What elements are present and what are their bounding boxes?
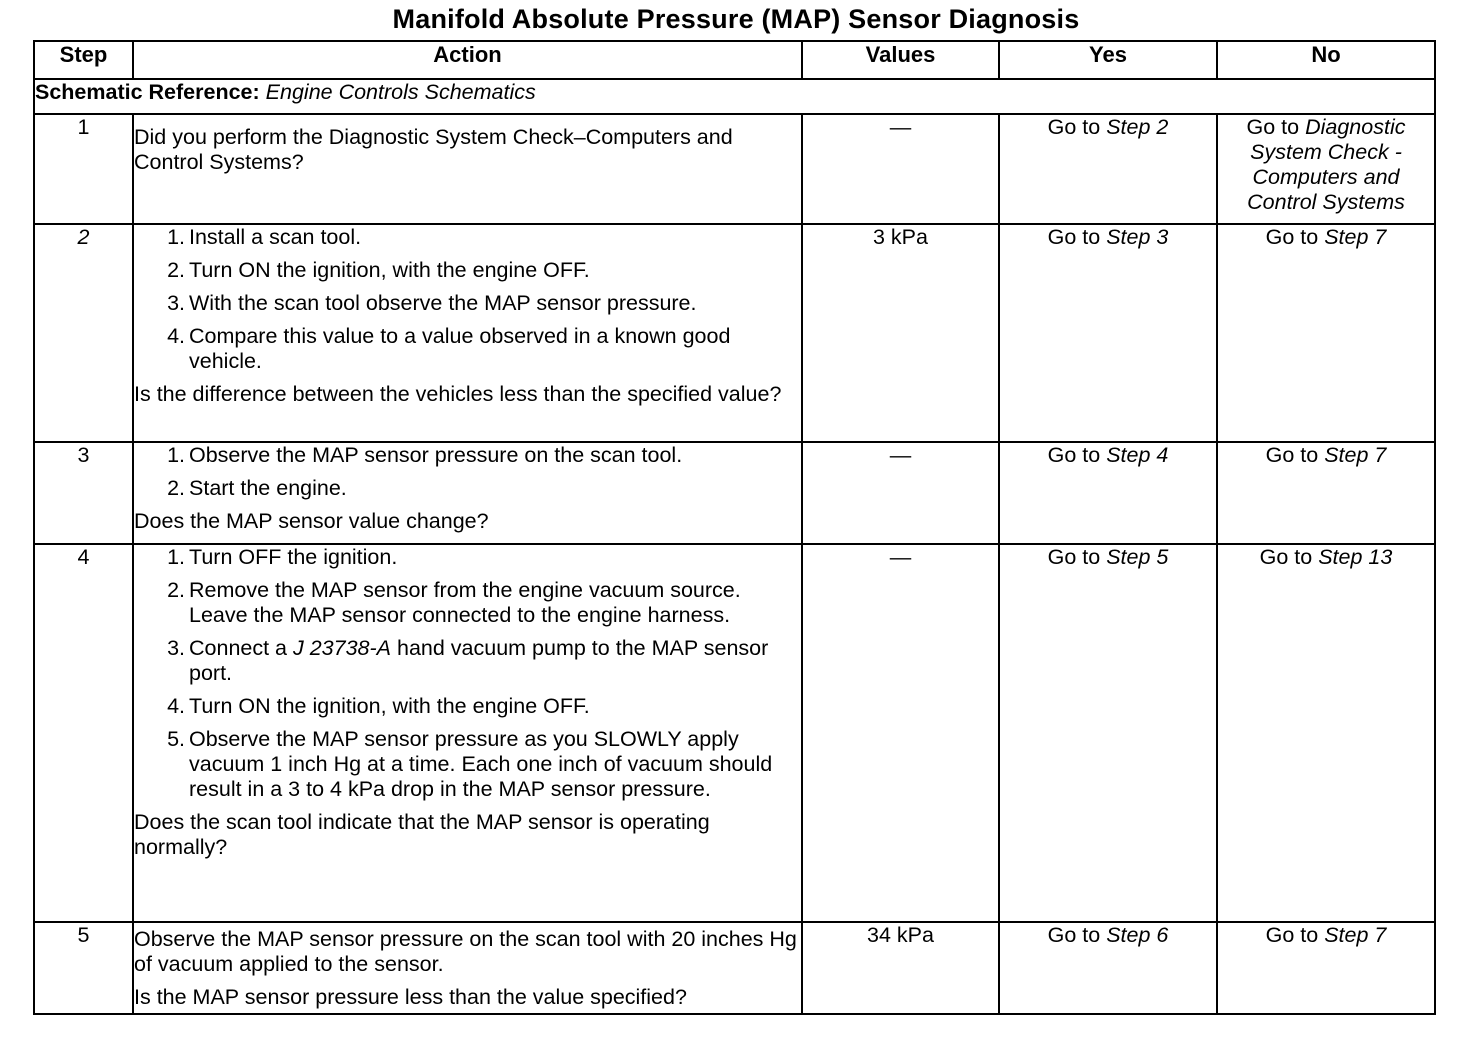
item-text: Turn ON the ignition, with the engine OFF. — [189, 258, 590, 282]
item-text-post: hand vacuum pump to the MAP sensor port. — [189, 636, 769, 685]
no-target: Step 13 — [1318, 545, 1393, 569]
goto-text: Go to — [1047, 923, 1101, 947]
goto-text: Go to — [1265, 225, 1319, 249]
value-cell: — — [802, 114, 999, 224]
value-cell: 34 kPa — [802, 922, 999, 1014]
item-text: Install a scan tool. — [189, 225, 362, 249]
list-item — [134, 578, 801, 628]
no-target-line3: Computers and — [1252, 165, 1400, 189]
yes-cell — [999, 224, 1217, 442]
item-text: Observe the MAP sensor pressure on the scan tool. — [189, 443, 683, 467]
no-cell — [1217, 224, 1435, 442]
action-cell — [133, 922, 802, 1014]
item-number: 5. — [167, 727, 185, 751]
action-question: Is the MAP sensor pressure less than the value specified? — [134, 985, 687, 1009]
item-text: Turn ON the ignition, with the engine OFF. — [189, 694, 590, 718]
yes-cell — [999, 544, 1217, 922]
item-text: Compare this value to a value observed in a known good vehicle. — [189, 324, 731, 373]
goto-text: Go to — [1047, 545, 1101, 569]
table-row — [34, 544, 1435, 922]
goto-text: Go to — [1265, 443, 1319, 467]
yes-cell — [999, 442, 1217, 544]
item-number: 2. — [167, 578, 185, 602]
value-cell: — — [802, 544, 999, 922]
list-item — [134, 727, 801, 802]
goto-text: Go to — [1047, 443, 1101, 467]
action-list — [134, 225, 801, 374]
table-header-row — [34, 41, 1435, 79]
item-text: With the scan tool observe the MAP sensor pressure. — [189, 291, 697, 315]
item-text: Remove the MAP sensor from the engine vacuum source. Leave the MAP sensor connected to the engine harness. — [189, 578, 741, 627]
header-values: Values — [802, 41, 999, 79]
header-yes: Yes — [999, 41, 1217, 79]
schematic-value: Engine Controls Schematics — [265, 80, 536, 104]
action-list — [134, 443, 801, 501]
goto-text: Go to — [1265, 923, 1319, 947]
list-item — [134, 694, 801, 719]
yes-target: Step 2 — [1106, 115, 1169, 139]
list-item — [134, 324, 801, 374]
list-item — [134, 225, 801, 250]
action-cell — [133, 544, 802, 922]
action-question: Is the difference between the vehicles less than the specified value? — [134, 382, 782, 406]
item-number: 4. — [167, 694, 185, 718]
no-target-line1: Diagnostic — [1305, 115, 1406, 139]
item-text: Start the engine. — [189, 476, 347, 500]
yes-cell — [999, 922, 1217, 1014]
header-no: No — [1217, 41, 1435, 79]
item-text — [189, 636, 801, 686]
goto-text: Go to — [1259, 545, 1313, 569]
step-number: 3 — [34, 442, 133, 544]
no-cell — [1217, 114, 1435, 224]
list-item — [134, 636, 801, 686]
item-text-pre: Connect a — [189, 636, 288, 660]
action-cell — [133, 224, 802, 442]
yes-target: Step 6 — [1106, 923, 1169, 947]
action-question: Does the MAP sensor value change? — [134, 509, 489, 533]
item-text: Turn OFF the ignition. — [189, 545, 398, 569]
table-row — [34, 922, 1435, 1014]
table-row — [34, 114, 1435, 224]
schematic-label: Schematic Reference: — [35, 80, 260, 104]
no-target-line2: System Check - — [1250, 140, 1402, 164]
header-step: Step — [34, 41, 133, 79]
page-title: Manifold Absolute Pressure (MAP) Sensor Diagnosis — [392, 4, 1080, 34]
yes-target: Step 5 — [1106, 545, 1169, 569]
item-number: 1. — [167, 225, 185, 249]
goto-text: Go to — [1047, 115, 1101, 139]
item-number: 1. — [167, 443, 185, 467]
item-number: 3. — [167, 291, 185, 315]
yes-cell — [999, 114, 1217, 224]
table-row — [34, 224, 1435, 442]
action-intro: Observe the MAP sensor pressure on the scan tool with 20 inches Hg of vacuum applied to the sensor. — [134, 927, 797, 976]
item-number: 2. — [167, 476, 185, 500]
no-target: Step 7 — [1324, 225, 1387, 249]
no-target: Step 7 — [1324, 923, 1387, 947]
action-question: Did you perform the Diagnostic System Check–Computers and Control Systems? — [134, 125, 733, 174]
no-cell — [1217, 442, 1435, 544]
value-cell: — — [802, 442, 999, 544]
no-target: Step 7 — [1324, 443, 1387, 467]
action-question: Does the scan tool indicate that the MAP sensor is operating normally? — [134, 810, 710, 859]
step-number: 5 — [34, 922, 133, 1014]
item-number: 3. — [167, 636, 185, 660]
action-cell — [133, 114, 802, 224]
diagnosis-table — [33, 40, 1436, 1015]
step-number: 4 — [34, 544, 133, 922]
schematic-reference-row — [34, 79, 1435, 114]
list-item — [134, 258, 801, 283]
value-cell: 3 kPa — [802, 224, 999, 442]
goto-text: Go to — [1246, 115, 1300, 139]
step-number: 1 — [34, 114, 133, 224]
list-item — [134, 545, 801, 570]
yes-target: Step 4 — [1106, 443, 1169, 467]
no-cell — [1217, 922, 1435, 1014]
yes-target: Step 3 — [1106, 225, 1169, 249]
list-item — [134, 291, 801, 316]
action-cell — [133, 442, 802, 544]
item-text: Observe the MAP sensor pressure as you SLOWLY apply vacuum 1 inch Hg at a time. Each one inch of vacuum should result in a 3 to 4 kPa drop in the MAP sensor pressure. — [189, 727, 773, 801]
no-cell — [1217, 544, 1435, 922]
step-number: 2 — [34, 224, 133, 442]
action-list — [134, 545, 801, 802]
header-action: Action — [133, 41, 802, 79]
list-item — [134, 443, 801, 468]
tool-number: J 23738-A — [293, 636, 392, 660]
schematic-reference — [34, 79, 1435, 114]
item-number: 4. — [167, 324, 185, 348]
table-row — [34, 442, 1435, 544]
item-number: 2. — [167, 258, 185, 282]
no-target-line4: Control Systems — [1247, 190, 1405, 214]
item-number: 1. — [167, 545, 185, 569]
list-item — [134, 476, 801, 501]
goto-text: Go to — [1047, 225, 1101, 249]
